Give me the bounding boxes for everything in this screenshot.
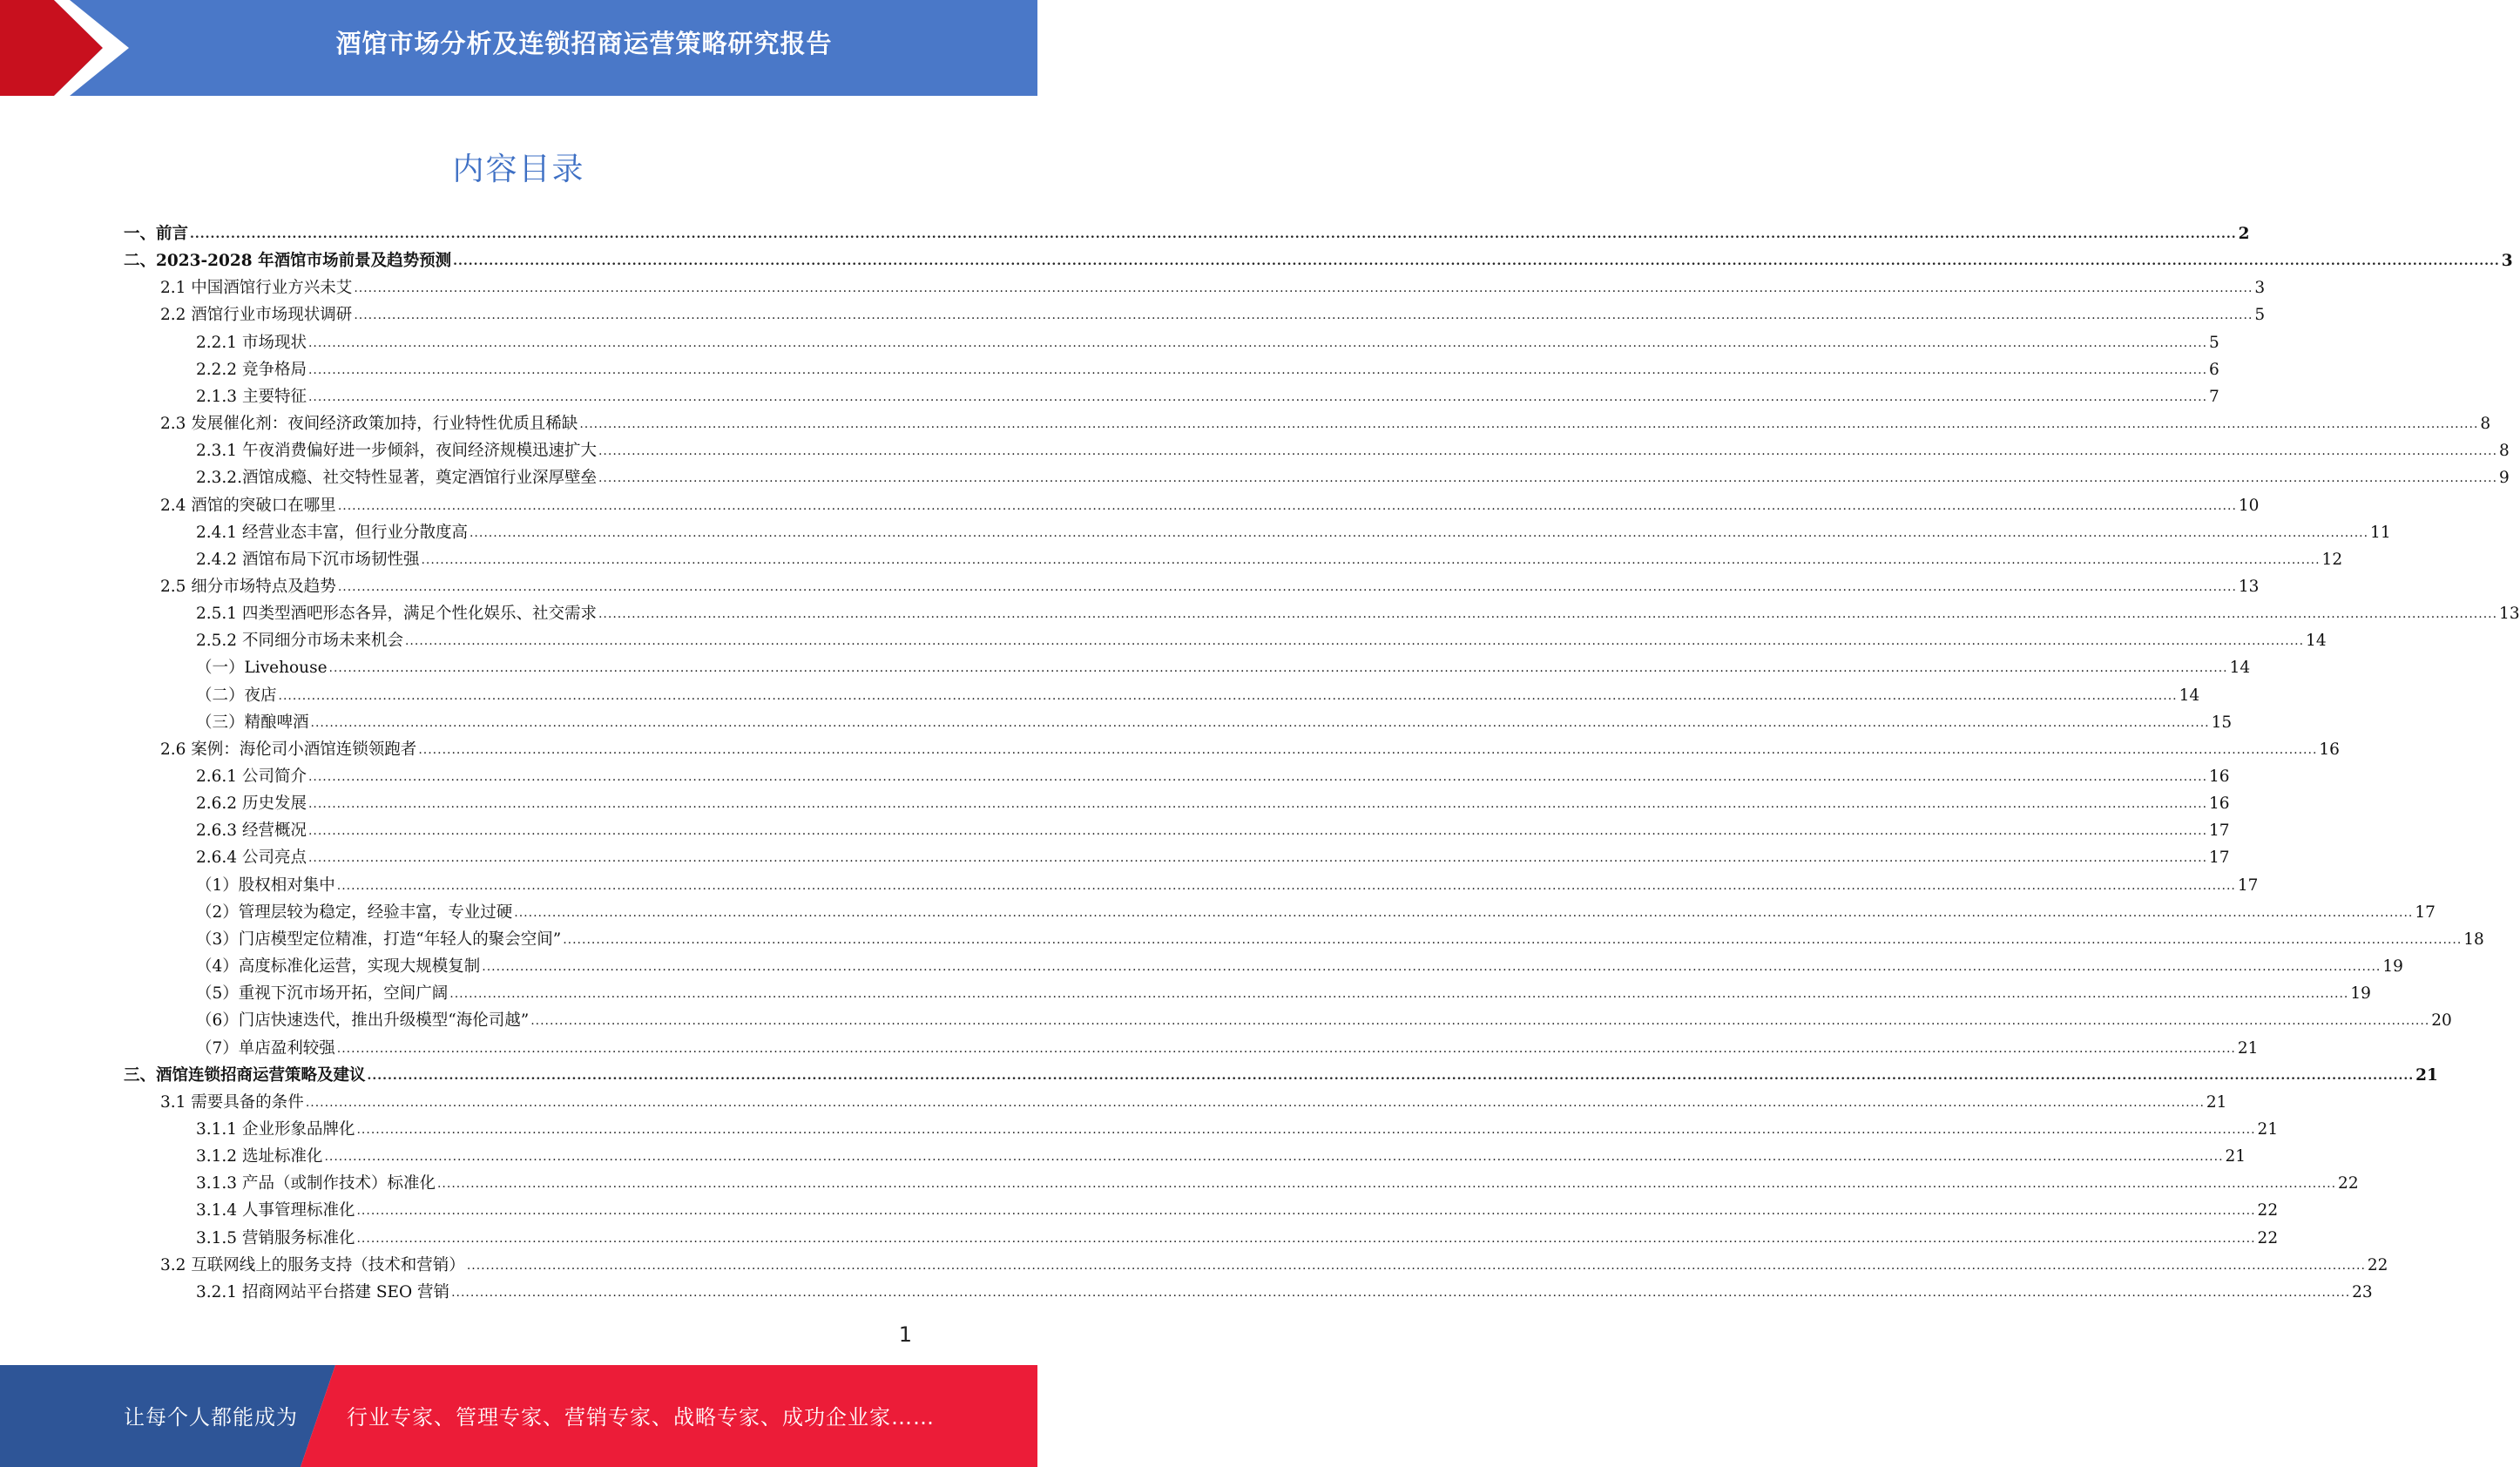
- toc-dot-leader: ................................................................................................................................................................................................................................................................................................................................................................................................................: [336, 1041, 2236, 1056]
- toc-entry-title: 三、酒馆连锁招商运营策略及建议: [124, 1065, 366, 1085]
- toc-dot-leader: ................................................................................................................................................................................................................................................................................................................................................................................................................: [354, 281, 2253, 296]
- toc-entry-page: 17: [2209, 848, 2230, 868]
- toc-entry[interactable]: [160, 410, 2491, 437]
- toc-entry-page: 14: [2229, 659, 2251, 678]
- toc-entry-title: 2.6.1 公司简介: [196, 767, 307, 786]
- toc-dot-leader: ................................................................................................................................................................................................................................................................................................................................................................................................................: [278, 688, 2178, 703]
- toc-entry-page: 22: [2338, 1174, 2359, 1193]
- toc-dot-leader: ................................................................................................................................................................................................................................................................................................................................................................................................................: [404, 634, 2305, 649]
- toc-entry-title: 2.2.1 市场现状: [196, 333, 307, 352]
- toc-entry[interactable]: [160, 736, 2340, 763]
- toc-entry-page: 21: [2415, 1065, 2438, 1085]
- toc-entry[interactable]: [196, 356, 2219, 383]
- toc-dot-leader: ................................................................................................................................................................................................................................................................................................................................................................................................................: [451, 1285, 2351, 1300]
- toc-entry-title: 2.1.3 主要特征: [196, 387, 307, 406]
- header-chevron-decoration: [0, 0, 139, 96]
- toc-dot-leader: ................................................................................................................................................................................................................................................................................................................................................................................................................: [514, 905, 2414, 920]
- toc-entry-page: 20: [2431, 1011, 2452, 1031]
- toc-entry-page: 16: [2209, 767, 2230, 786]
- toc-entry-page: 22: [2367, 1255, 2388, 1274]
- footer-slogan-right: 行业专家、管理专家、营销专家、战略专家、成功企业家……: [347, 1405, 935, 1430]
- toc-entry-title: 3.1 需要具备的条件: [160, 1092, 304, 1112]
- toc-entry-title: 2.1 中国酒馆行业方兴未艾: [160, 279, 353, 298]
- toc-entry[interactable]: [196, 654, 2251, 681]
- toc-entry-page: 21: [2206, 1092, 2227, 1112]
- toc-entry[interactable]: [160, 492, 2260, 519]
- toc-entry-page: 3: [2254, 279, 2266, 298]
- toc-entry-page: 3: [2501, 252, 2513, 271]
- toc-entry-title: 2.6.2 历史发展: [196, 794, 307, 814]
- toc-entry-title: 3.1.4 人事管理标准化: [196, 1201, 355, 1220]
- toc-entry-title: 2.2 酒馆行业市场现状调研: [160, 306, 353, 325]
- toc-entry-title: 2.4 酒馆的突破口在哪里: [160, 496, 336, 515]
- toc-entry[interactable]: [196, 600, 2520, 627]
- toc-dot-leader: ................................................................................................................................................................................................................................................................................................................................................................................................................: [469, 525, 2369, 540]
- toc-entry-page: 2: [2238, 225, 2250, 243]
- toc-entry-page: 14: [2306, 632, 2327, 651]
- toc-entry-title: 一、前言: [124, 225, 189, 243]
- toc-entry[interactable]: [196, 1279, 2373, 1306]
- toc-entry[interactable]: [196, 519, 2391, 546]
- toc-entry-title: 3.1.2 选址标准化: [196, 1147, 323, 1166]
- toc-entry-page: 17: [2237, 875, 2259, 895]
- toc-dot-leader: ................................................................................................................................................................................................................................................................................................................................................................................................................: [307, 389, 2208, 404]
- toc-dot-leader: ................................................................................................................................................................................................................................................................................................................................................................................................................: [307, 362, 2208, 377]
- toc-entry-page: 16: [2319, 740, 2340, 759]
- toc-dot-leader: ................................................................................................................................................................................................................................................................................................................................................................................................................: [356, 1122, 2256, 1137]
- toc-dot-leader: ................................................................................................................................................................................................................................................................................................................................................................................................................: [307, 335, 2208, 350]
- toc-entry[interactable]: [196, 1007, 2452, 1034]
- toc-entry-page: 8: [2480, 415, 2491, 434]
- toc-entry-page: 19: [2350, 984, 2371, 1004]
- toc-entry-page: 22: [2257, 1201, 2279, 1220]
- toc-entry-title: 3.1.3 产品（或制作技术）标准化: [196, 1174, 436, 1193]
- toc-entry[interactable]: [196, 709, 2233, 736]
- toc-dot-leader: ................................................................................................................................................................................................................................................................................................................................................................................................................: [307, 797, 2208, 812]
- header-banner: [0, 0, 1037, 96]
- toc-entry-title: 2.3 发展催化剂：夜间经济政策加持，行业特性优质且稀缺: [160, 415, 578, 434]
- toc-entry[interactable]: [160, 301, 2266, 328]
- toc-dot-leader: ................................................................................................................................................................................................................................................................................................................................................................................................................: [482, 960, 2382, 975]
- toc-entry[interactable]: [196, 872, 2259, 899]
- report-title: 酒馆市场分析及连锁招商运营策略研究报告: [335, 29, 833, 58]
- toc-entry-page: 13: [2499, 605, 2520, 624]
- toc-entry-title: 2.5.2 不同细分市场未来机会: [196, 632, 403, 651]
- toc-entry[interactable]: [196, 953, 2403, 980]
- toc-dot-leader: ................................................................................................................................................................................................................................................................................................................................................................................................................: [356, 1231, 2256, 1246]
- toc-entry-page: 15: [2211, 713, 2233, 732]
- toc-entry[interactable]: [196, 437, 2510, 464]
- toc-entry-page: 21: [2257, 1119, 2279, 1139]
- toc-entry[interactable]: [196, 627, 2327, 654]
- toc-entry[interactable]: [196, 790, 2230, 817]
- toc-entry[interactable]: [196, 1225, 2279, 1252]
- toc-entry-title: 2.2.2 竞争格局: [196, 360, 307, 379]
- toc-dot-leader: ................................................................................................................................................................................................................................................................................................................................................................................................................: [453, 254, 2500, 269]
- toc-dot-leader: ................................................................................................................................................................................................................................................................................................................................................................................................................: [328, 661, 2228, 676]
- toc-entry-page: 6: [2209, 360, 2219, 379]
- toc-dot-leader: ................................................................................................................................................................................................................................................................................................................................................................................................................: [466, 1258, 2366, 1273]
- toc-entry[interactable]: [196, 1143, 2246, 1170]
- toc-entry[interactable]: [160, 1089, 2227, 1116]
- toc-entry[interactable]: [196, 1170, 2359, 1197]
- toc-entry-title: （三）精酿啤酒: [196, 713, 309, 732]
- toc-entry[interactable]: [196, 817, 2230, 844]
- toc-entry-title: 2.6.3 经营概况: [196, 821, 307, 841]
- toc-entry[interactable]: [196, 546, 2343, 573]
- toc-dot-leader: ................................................................................................................................................................................................................................................................................................................................................................................................................: [324, 1150, 2224, 1165]
- toc-dot-leader: ................................................................................................................................................................................................................................................................................................................................................................................................................: [336, 878, 2236, 893]
- toc-dot-leader: ................................................................................................................................................................................................................................................................................................................................................................................................................: [530, 1014, 2430, 1029]
- toc-entry-title: （2）管理层较为稳定，经验丰富，专业过硬: [196, 903, 513, 922]
- toc-entry-title: 2.4.1 经营业态丰富，但行业分散度高: [196, 523, 468, 542]
- toc-entry[interactable]: [124, 247, 2513, 274]
- toc-entry-title: 3.1.5 营销服务标准化: [196, 1228, 355, 1247]
- toc-entry-page: 23: [2352, 1282, 2373, 1301]
- toc-dot-leader: ................................................................................................................................................................................................................................................................................................................................................................................................................: [305, 1095, 2205, 1110]
- toc-entry-page: 8: [2499, 442, 2510, 461]
- footer-banner: [0, 1365, 1037, 1467]
- toc-entry-title: 2.6.4 公司亮点: [196, 848, 307, 868]
- toc-entry-page: 13: [2238, 577, 2260, 596]
- toc-dot-leader: ................................................................................................................................................................................................................................................................................................................................................................................................................: [307, 770, 2208, 784]
- toc-heading: 内容目录: [452, 152, 585, 187]
- toc-entry-title: 2.6 案例：海伦司小酒馆连锁领跑者: [160, 740, 417, 759]
- toc-entry-page: 5: [2209, 333, 2219, 352]
- toc-entry-title: 3.2.1 招商网站平台搭建 SEO 营销: [196, 1282, 450, 1301]
- toc-entry-title: （6）门店快速迭代，推出升级模型“海伦司越”: [196, 1011, 530, 1031]
- toc-entry[interactable]: [196, 464, 2510, 491]
- toc-entry-page: 21: [2225, 1147, 2246, 1166]
- toc-entry-page: 10: [2238, 496, 2260, 515]
- toc-entry[interactable]: [196, 682, 2200, 709]
- footer-slogan-left: 让每个人都能成为: [124, 1405, 298, 1430]
- toc-dot-leader: ................................................................................................................................................................................................................................................................................................................................................................................................................: [337, 579, 2237, 594]
- toc-entry[interactable]: [196, 899, 2436, 926]
- toc-entry-title: 2.3.1 午夜消费偏好进一步倾斜，夜间经济规模迅速扩大: [196, 442, 597, 461]
- toc-dot-leader: ................................................................................................................................................................................................................................................................................................................................................................................................................: [449, 987, 2349, 1002]
- toc-entry-title: 3.2 互联网线上的服务支持（技术和营销）: [160, 1255, 465, 1274]
- page-number: 1: [898, 1322, 912, 1347]
- toc-dot-leader: ................................................................................................................................................................................................................................................................................................................................................................................................................: [436, 1177, 2337, 1192]
- toc-entry-title: （7）单店盈利较强: [196, 1038, 335, 1058]
- toc-entry-title: （3）门店模型定位精准，打造“年轻人的聚会空间”: [196, 930, 562, 949]
- toc-entry-page: 7: [2209, 387, 2219, 406]
- toc-entry-title: （1）股权相对集中: [196, 875, 335, 895]
- toc-dot-leader: ................................................................................................................................................................................................................................................................................................................................................................................................................: [563, 932, 2463, 947]
- toc-dot-leader: ................................................................................................................................................................................................................................................................................................................................................................................................................: [367, 1068, 2415, 1083]
- toc-entry-page: 22: [2257, 1228, 2279, 1247]
- toc-dot-leader: ................................................................................................................................................................................................................................................................................................................................................................................................................: [598, 607, 2498, 622]
- toc-entry-page: 5: [2254, 306, 2266, 325]
- toc-dot-leader: ................................................................................................................................................................................................................................................................................................................................................................................................................: [579, 417, 2479, 432]
- toc-entry-title: 2.5.1 四类型酒吧形态各异，满足个性化娱乐、社交需求: [196, 605, 597, 624]
- toc-entry[interactable]: [196, 1116, 2279, 1143]
- toc-dot-leader: ................................................................................................................................................................................................................................................................................................................................................................................................................: [421, 552, 2321, 567]
- toc-entry-page: 14: [2179, 686, 2200, 705]
- toc-entry-title: 2.4.2 酒馆布局下沉市场韧性强: [196, 550, 420, 569]
- toc-entry[interactable]: [196, 1035, 2259, 1062]
- toc-entry-title: 二、2023-2028 年酒馆市场前景及趋势预测: [124, 252, 452, 271]
- toc-entry-title: （4）高度标准化运营，实现大规模复制: [196, 957, 481, 977]
- toc-entry[interactable]: [124, 220, 2250, 247]
- toc-entry-page: 21: [2237, 1038, 2259, 1058]
- toc-entry-title: 3.1.1 企业形象品牌化: [196, 1119, 355, 1139]
- toc-entry-page: 18: [2463, 930, 2484, 949]
- toc-entry[interactable]: [196, 844, 2230, 871]
- toc-dot-leader: ................................................................................................................................................................................................................................................................................................................................................................................................................: [307, 851, 2208, 866]
- toc-dot-leader: ................................................................................................................................................................................................................................................................................................................................................................................................................: [418, 742, 2318, 757]
- toc-dot-leader: ................................................................................................................................................................................................................................................................................................................................................................................................................: [310, 715, 2210, 730]
- toc-entry[interactable]: [124, 1062, 2438, 1089]
- toc-entry[interactable]: [160, 1252, 2388, 1279]
- toc-entry-title: （一）Livehouse: [196, 659, 328, 678]
- toc-dot-leader: ................................................................................................................................................................................................................................................................................................................................................................................................................: [337, 498, 2237, 513]
- toc-dot-leader: ................................................................................................................................................................................................................................................................................................................................................................................................................: [307, 824, 2208, 839]
- toc-dot-leader: ................................................................................................................................................................................................................................................................................................................................................................................................................: [598, 471, 2498, 486]
- toc-entry[interactable]: [196, 1197, 2279, 1224]
- toc-dot-leader: ................................................................................................................................................................................................................................................................................................................................................................................................................: [354, 308, 2253, 323]
- toc-entry[interactable]: [196, 329, 2219, 356]
- toc-entry[interactable]: [196, 926, 2484, 953]
- toc-entry-title: （5）重视下沉市场开拓，空间广阔: [196, 984, 449, 1004]
- toc-entry-title: （二）夜店: [196, 686, 277, 705]
- toc-entry-title: 2.3.2.酒馆成瘾、社交特性显著，奠定酒馆行业深厚壁垒: [196, 469, 597, 488]
- toc-entry-page: 12: [2321, 550, 2343, 569]
- toc-entry-page: 19: [2382, 957, 2403, 977]
- toc-dot-leader: ................................................................................................................................................................................................................................................................................................................................................................................................................: [598, 444, 2498, 459]
- toc-dot-leader: ................................................................................................................................................................................................................................................................................................................................................................................................................: [356, 1204, 2256, 1219]
- toc-entry[interactable]: [196, 383, 2219, 410]
- toc-dot-leader: ................................................................................................................................................................................................................................................................................................................................................................................................................: [190, 227, 2237, 241]
- toc-entry[interactable]: [160, 573, 2260, 600]
- toc-entry-page: 17: [2415, 903, 2436, 922]
- toc-entry-page: 11: [2370, 523, 2391, 542]
- toc-entry-page: 16: [2209, 794, 2230, 814]
- toc-entry-page: 9: [2499, 469, 2510, 488]
- toc-entry-page: 17: [2209, 821, 2230, 841]
- toc-entry[interactable]: [196, 980, 2371, 1007]
- toc-entry-title: 2.5 细分市场特点及趋势: [160, 577, 336, 596]
- toc-entry[interactable]: [160, 274, 2266, 301]
- toc-entry[interactable]: [196, 763, 2230, 790]
